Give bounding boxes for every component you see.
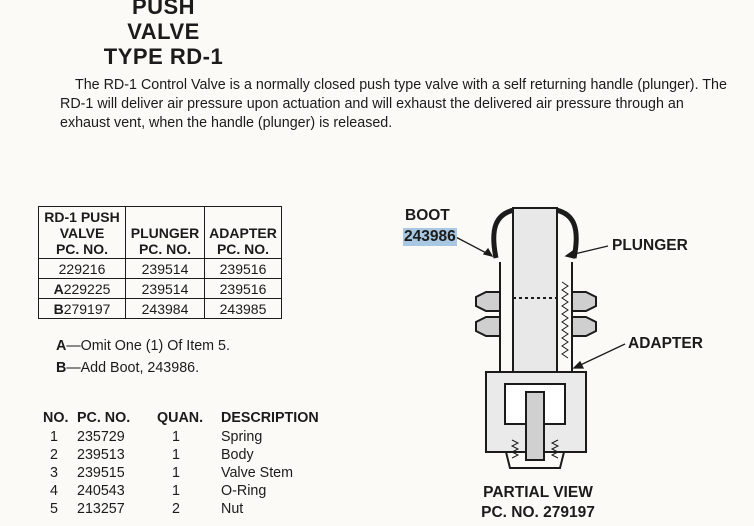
header-text: VALVE — [59, 225, 105, 241]
title-line-2: TYPE RD-1 — [103, 44, 224, 69]
valve-body — [476, 208, 596, 468]
intro-text: The RD-1 Control Valve is a normally closed push type valve with a self returning handle (plunger). The RD-1 will deliver air pressure upon actuation and will exhaust the delivered air pressure through an exhaust vent, when the handle (plunger) is released. — [60, 77, 727, 131]
valve-stem — [526, 392, 544, 460]
adapter-label: ADAPTER — [628, 335, 703, 352]
item-description: Valve Stem — [221, 465, 294, 481]
item-description: Spring — [221, 429, 263, 445]
note-text: —Omit One (1) Of Item 5. — [66, 338, 230, 354]
plunger-arrowhead — [566, 251, 574, 258]
plunger-cell: 243984 — [126, 299, 205, 319]
row-prefix: A — [53, 280, 64, 297]
item-pc-no: 240543 — [77, 483, 125, 499]
row-prefix: B — [53, 300, 64, 317]
boot-arrowhead — [484, 249, 492, 256]
valve-no: 279197 — [63, 300, 111, 317]
adapter-cell: 239516 — [205, 279, 282, 299]
note-key: A — [56, 338, 67, 354]
adapter-arrowhead — [574, 362, 583, 368]
header-text: PC. NO. — [138, 241, 192, 257]
item-description: Nut — [221, 501, 244, 517]
item-description: O-Ring — [221, 483, 267, 499]
header-text: PC. NO. — [216, 241, 270, 257]
col-description: DESCRIPTION — [221, 410, 319, 426]
note-text: —Add Boot, 243986. — [66, 360, 200, 376]
boot-part-number: 243986 — [404, 228, 456, 245]
header-text: RD-1 PUSH — [44, 209, 120, 225]
col-quan: QUAN. — [157, 410, 204, 426]
nut-left-lower — [476, 317, 500, 336]
col-pc-no: PC. NO. — [77, 410, 131, 426]
item-pc-no: 239515 — [77, 465, 125, 481]
item-description: Body — [221, 447, 254, 463]
nut-left-upper — [476, 292, 500, 311]
header-text: PLUNGER — [130, 225, 200, 241]
item-no: 3 — [50, 465, 58, 481]
item-pc-no: 239513 — [77, 447, 125, 463]
item-no: 2 — [50, 447, 58, 463]
caption-line-2: PC. NO. 279197 — [481, 504, 595, 521]
item-pc-no: 235729 — [77, 429, 125, 445]
valve-no: 229216 — [58, 260, 106, 277]
item-pc-no: 213257 — [77, 501, 125, 517]
valve-no: 229225 — [63, 280, 111, 297]
adapter-cell: 239516 — [205, 259, 282, 279]
boot-label: BOOT — [405, 207, 450, 224]
caption-line-1: PARTIAL VIEW — [483, 484, 593, 501]
item-quan: 2 — [172, 501, 180, 517]
col-no: NO. — [43, 410, 69, 426]
adapter-cell: 243985 — [205, 299, 282, 319]
item-quan: 1 — [172, 447, 180, 463]
plunger-cell: 239514 — [126, 279, 205, 299]
item-quan: 1 — [172, 483, 180, 499]
item-no: 4 — [50, 483, 58, 499]
title-line-1: PUSH VALVE — [127, 0, 200, 44]
nut-right-upper — [572, 292, 596, 311]
item-no: 5 — [50, 501, 58, 517]
diagram-caption — [468, 483, 608, 523]
item-no: 1 — [50, 429, 58, 445]
header-text: ADAPTER — [209, 225, 277, 241]
nut-right-lower — [572, 317, 596, 336]
plunger-cell: 239514 — [126, 259, 205, 279]
item-quan: 1 — [172, 429, 180, 445]
plunger-label: PLUNGER — [612, 237, 688, 254]
header-text: PC. NO. — [55, 241, 109, 257]
thread-marks — [562, 282, 568, 358]
item-quan: 1 — [172, 465, 180, 481]
note-key: B — [56, 360, 67, 376]
